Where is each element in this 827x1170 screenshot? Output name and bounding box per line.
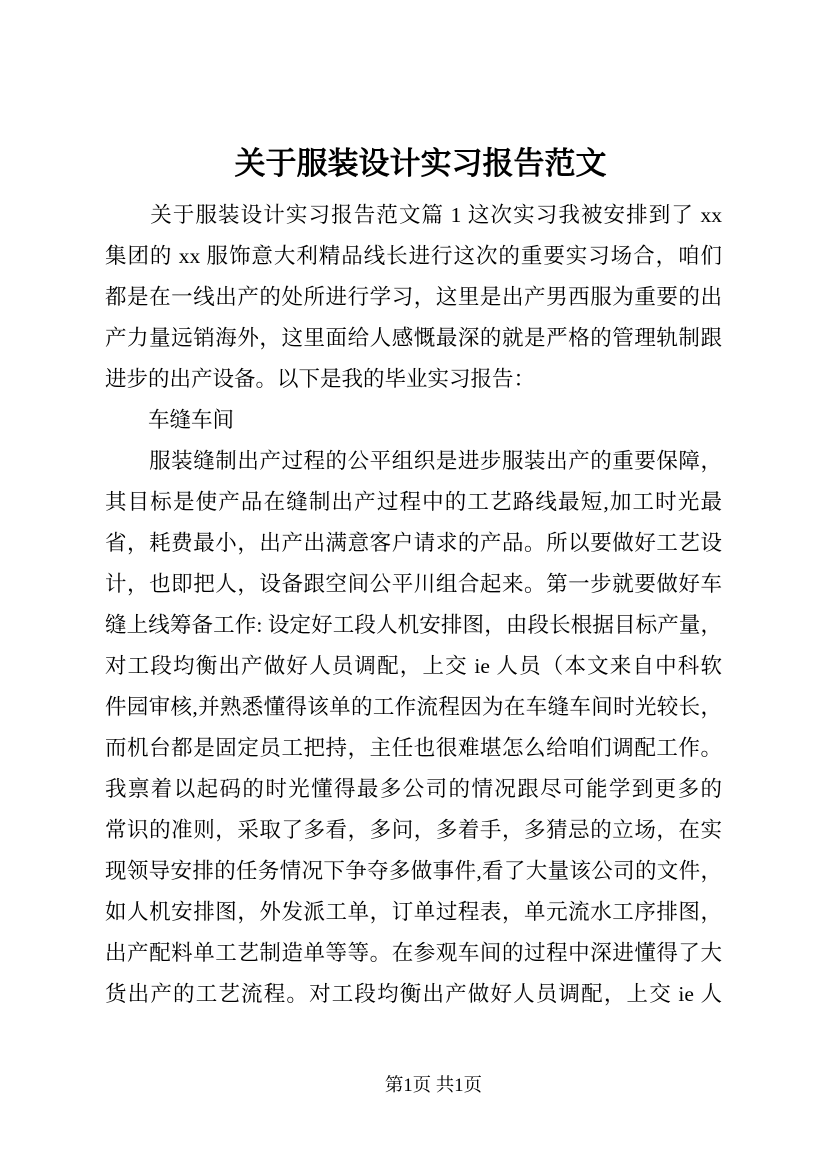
text-line: 集团的 xx 服饰意大利精品线长进行这次的重要实习场合，咱们 [105,244,722,268]
text-line: 服装缝制出产过程的公平组织是进步服装出产的重要保障， [105,449,722,473]
text-line: 常识的准则，采取了多看，多问，多着手，多猜忌的立场，在实 [105,818,722,842]
text-line: 我禀着以起码的时光懂得最多公司的情况跟尽可能学到更多的 [105,777,722,801]
text-line: 货出产的工艺流程。对工段均衡出产做好人员调配，上交 ie 人 [105,982,722,1006]
text-line: 车缝车间 [105,408,235,432]
text-line: 件园审核,并熟悉懂得该单的工作流程因为在车缝车间时光较长， [105,695,722,719]
text-line: 如人机安排图，外发派工单，订单过程表，单元流水工序排图， [105,900,722,924]
text-line: 进步的出产设备。以下是我的毕业实习报告： [105,367,536,391]
text-line: 都是在一线出产的处所进行学习，这里是出产男西服为重要的出 [105,285,722,309]
text-line: 现领导安排的任务情况下争夺多做事件,看了大量该公司的文件， [105,859,722,883]
text-line: 而机台都是固定员工把持，主任也很难堪怎么给咱们调配工作。 [105,736,722,760]
text-line: 对工段均衡出产做好人员调配，上交 ie 人员（本文来自中科软 [105,654,722,678]
text-line: 计，也即把人，设备跟空间公平川组合起来。第一步就要做好车 [105,572,722,596]
document-title: 关于服装设计实习报告范文 [234,146,607,181]
text-line: 其目标是使产品在缝制出产过程中的工艺路线最短,加工时光最 [105,490,722,514]
text-line: 产力量远销海外，这里面给人感慨最深的就是严格的管理轨制跟 [105,326,722,350]
text-line: 省，耗费最小，出产出满意客户请求的产品。所以要做好工艺设 [105,531,722,555]
page-number: 第1页 共1页 [384,1076,483,1096]
text-line: 缝上线筹备工作: 设定好工段人机安排图，由段长根据目标产量， [105,613,722,637]
text-line: 出产配料单工艺制造单等等。在参观车间的过程中深进懂得了大 [105,941,722,965]
text-line: 关于服装设计实习报告范文篇 1 这次实习我被安排到了 xx [105,203,722,227]
page-footer [0,1075,827,1097]
document-body [105,195,722,1015]
